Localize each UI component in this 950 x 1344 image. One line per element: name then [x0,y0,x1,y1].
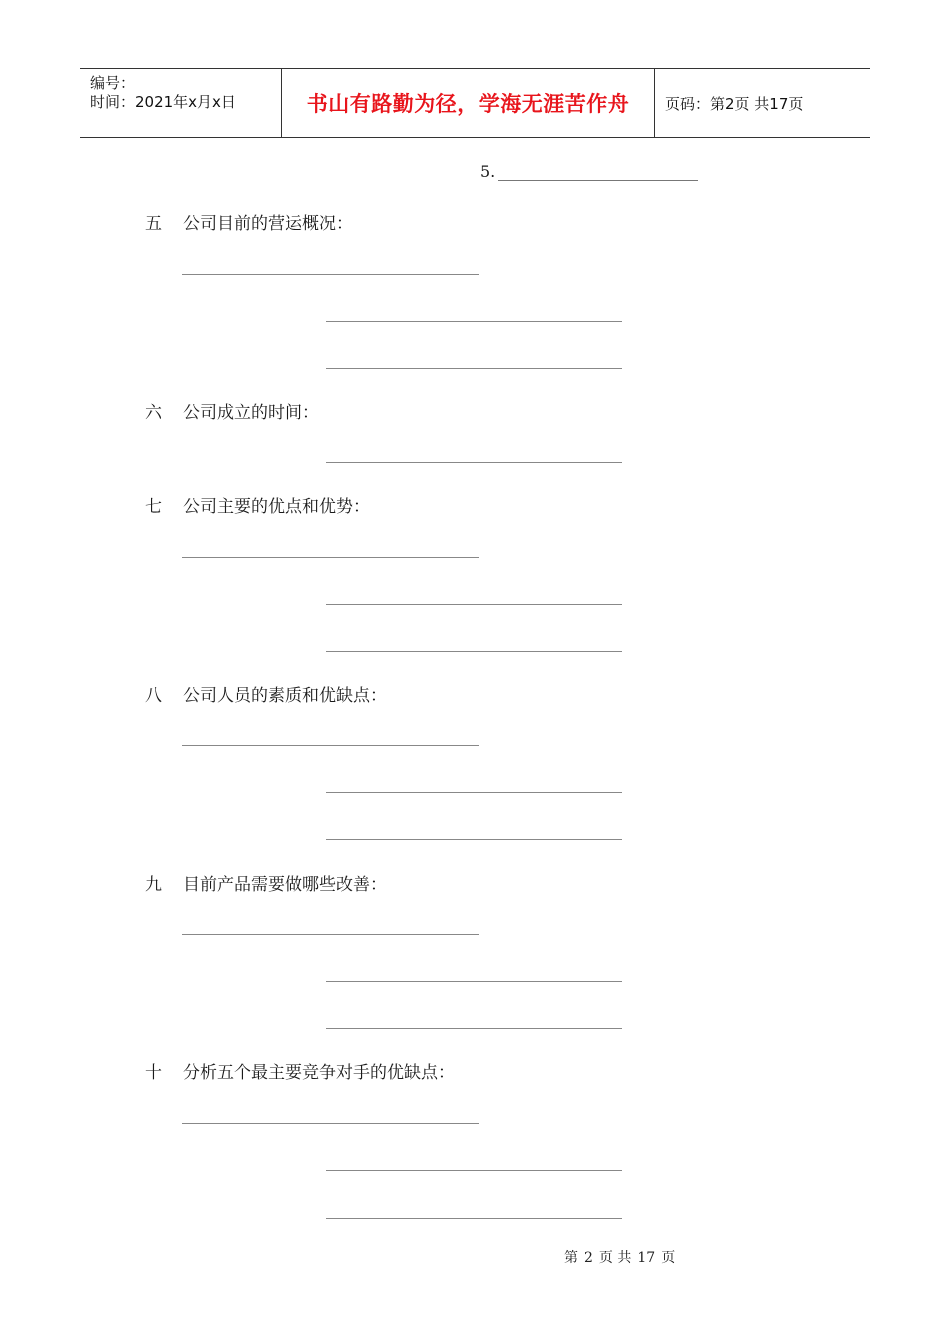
footer-total-pages: 17 [637,1250,656,1266]
footer-suffix: 页 [661,1250,676,1266]
section-heading-8 [145,681,387,706]
answer-line[interactable] [326,981,622,982]
footer-current-page: 2 [584,1250,593,1266]
section-heading-7 [145,492,370,517]
item-5-blank[interactable] [498,180,698,181]
header-page-info: 页码：第2页 共17页 [665,95,804,113]
section-title: 公司人员的素质和优缺点： [183,686,387,706]
answer-line[interactable] [182,934,479,935]
section-number: 十 [145,1063,162,1083]
answer-line[interactable] [326,604,622,605]
page-header [80,68,870,138]
section-title: 公司成立的时间： [183,403,319,423]
page-footer [0,1247,950,1267]
answer-line[interactable] [326,1028,622,1029]
section-number: 七 [145,497,162,517]
footer-prefix: 第 [564,1250,578,1266]
answer-line[interactable] [182,1123,479,1124]
section-title: 目前产品需要做哪些改善： [183,875,387,895]
answer-line[interactable] [326,462,622,463]
footer-mid: 页 共 [598,1250,632,1266]
number-label: 编号： [90,74,136,92]
section-title: 分析五个最主要竞争对手的优缺点： [183,1063,455,1083]
answer-line[interactable] [326,368,622,369]
answer-line[interactable] [326,321,622,322]
section-heading-5 [145,209,353,234]
section-heading-6 [145,398,319,423]
section-title: 公司主要的优点和优势： [183,497,370,517]
section-number: 九 [145,875,162,895]
answer-line[interactable] [182,557,479,558]
header-slogan: 书山有路勤为径，学海无涯苦作舟 [282,69,655,137]
header-meta [80,69,282,137]
answer-line[interactable] [326,1218,622,1219]
answer-line[interactable] [326,651,622,652]
section-heading-10 [145,1058,455,1083]
answer-line[interactable] [182,274,479,275]
answer-line[interactable] [182,745,479,746]
section-number: 六 [145,403,162,423]
section-number: 五 [145,214,162,234]
answer-line[interactable] [326,1170,622,1171]
section-heading-9 [145,870,387,895]
section-title: 公司目前的营运概况： [183,214,353,234]
item-5-label: 5. [480,162,496,181]
answer-line[interactable] [326,839,622,840]
time-label: 时间：2021年x月x日 [90,93,236,111]
answer-line[interactable] [326,792,622,793]
section-number: 八 [145,686,162,706]
